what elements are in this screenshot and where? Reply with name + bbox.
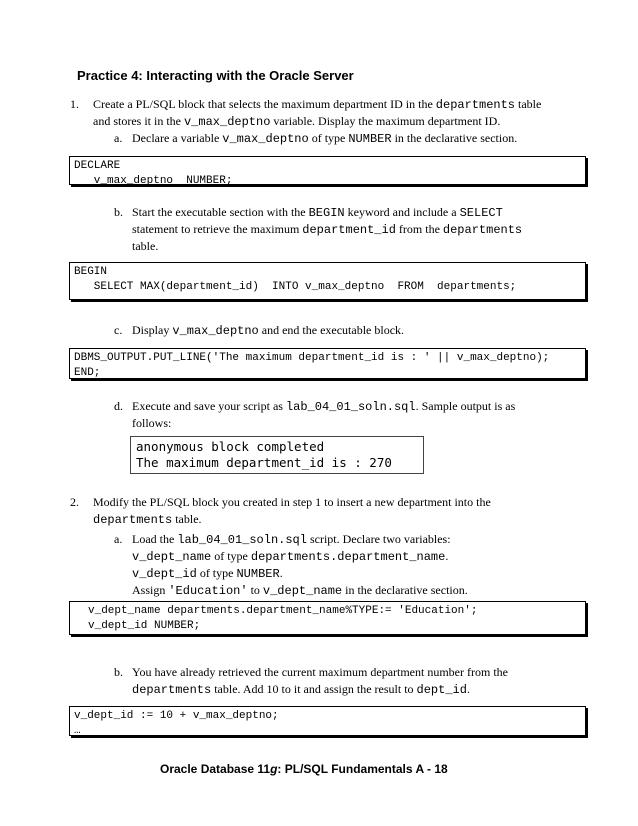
step-1a-text: Declare a variable v_max_deptno of type NUMBER in the declarative section. <box>132 131 518 146</box>
sample-output-console: anonymous block completed The maximum department_id is : 270 <box>130 436 424 474</box>
code-dept-id-assign-block: v_dept_id := 10 + v_max_deptno; … <box>69 706 586 736</box>
step-2-number: 2. <box>70 495 79 509</box>
step-2a-line-4: Assign 'Education' to v_dept_name in the declarative section. <box>132 583 468 598</box>
step-2a-label: a. <box>114 532 123 546</box>
page-title: Practice 4: Interacting with the Oracle Server <box>77 68 354 83</box>
step-2-line-2: departments table. <box>93 512 202 527</box>
step-2a-line-3: v_dept_id of type NUMBER. <box>132 566 283 581</box>
step-1b-line-3: table. <box>132 239 159 253</box>
step-1b-line-2: statement to retrieve the maximum department_id from the departments <box>132 222 523 237</box>
code-declare-block: DECLARE v_max_deptno NUMBER; <box>69 156 586 185</box>
code-output-block: DBMS_OUTPUT.PUT_LINE('The maximum department_id is : ' || v_max_deptno); END; <box>69 348 586 379</box>
page-footer: Oracle Database 11g: PL/SQL Fundamentals A - 18 <box>160 762 448 776</box>
step-1c-text: Display v_max_deptno and end the executable block. <box>132 323 405 338</box>
step-2b-line-1: You have already retrieved the current maximum department number from the <box>132 665 508 679</box>
step-1d-label: d. <box>114 399 123 413</box>
step-1c-label: c. <box>114 323 123 337</box>
step-1-line-1: Create a PL/SQL block that selects the maximum department ID in the departments table <box>93 97 542 112</box>
step-1d-line-1: Execute and save your script as lab_04_01_soln.sql. Sample output is as <box>132 399 516 414</box>
step-1b-label: b. <box>114 205 123 219</box>
step-2b-label: b. <box>114 665 123 679</box>
step-1b-line-1: Start the executable section with the BEGIN keyword and include a SELECT <box>132 205 503 220</box>
step-2b-line-2: departments table. Add 10 to it and assign the result to dept_id. <box>132 682 470 697</box>
step-1a-label: a. <box>114 131 123 145</box>
step-2a-line-1: Load the lab_04_01_soln.sql script. Declare two variables: <box>132 532 451 547</box>
step-1-line-2: and stores it in the v_max_deptno variable. Display the maximum department ID. <box>93 114 501 129</box>
step-1-number: 1. <box>70 97 79 111</box>
step-2a-line-2: v_dept_name of type departments.department_name. <box>132 549 449 564</box>
code-begin-block: BEGIN SELECT MAX(department_id) INTO v_max_deptno FROM departments; <box>69 262 586 300</box>
step-2-line-1: Modify the PL/SQL block you created in step 1 to insert a new department into the <box>93 495 491 509</box>
code-dept-variables-block: v_dept_name departments.department_name%TYPE:= 'Education'; v_dept_id NUMBER; <box>69 601 586 635</box>
step-1d-line-2: follows: <box>132 416 172 430</box>
